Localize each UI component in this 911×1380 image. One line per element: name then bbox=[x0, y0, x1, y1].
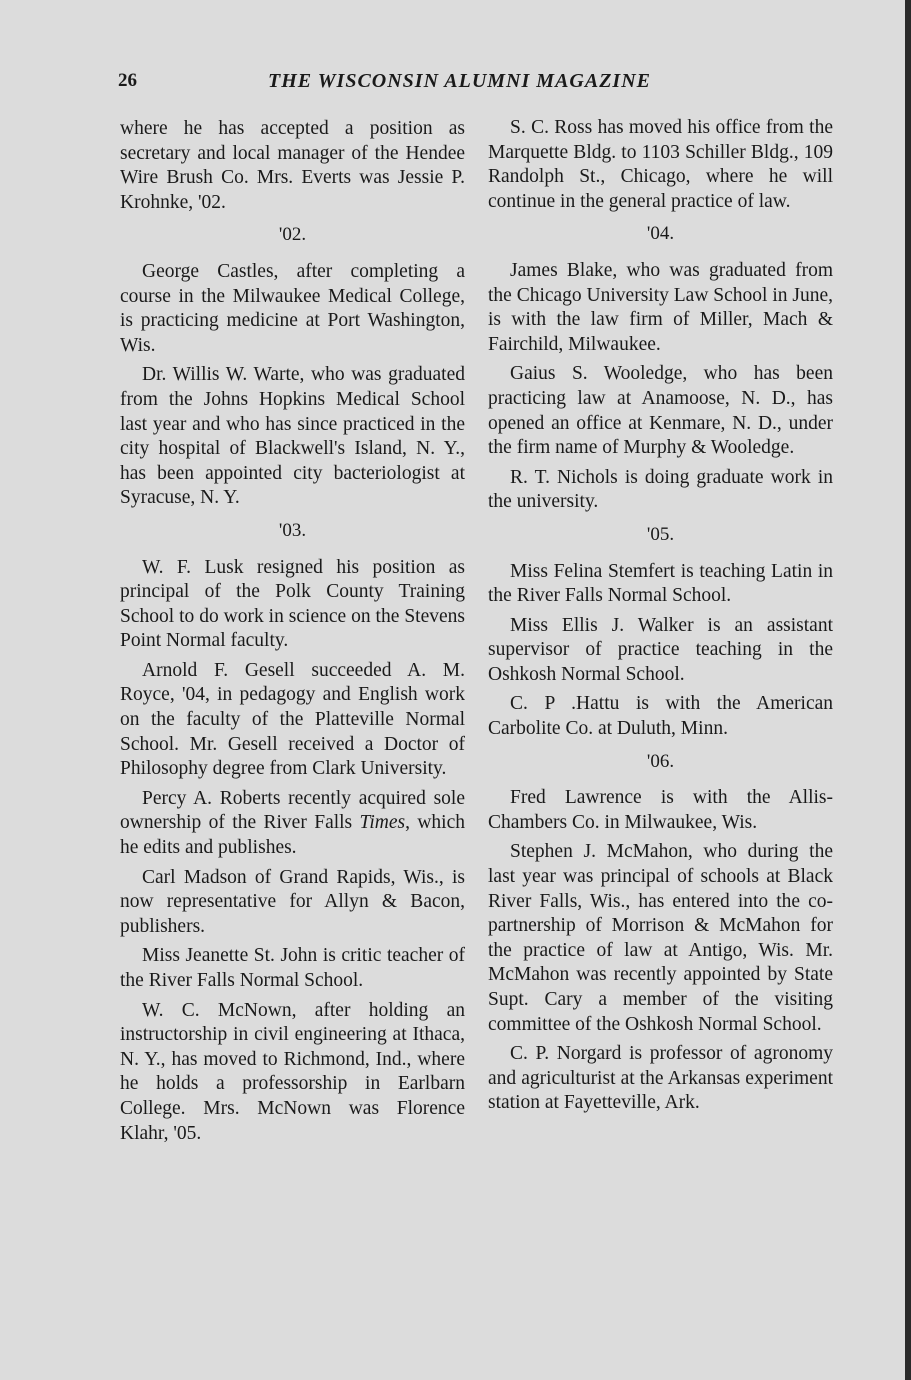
paragraph: Stephen J. McMahon, who during the last year was principal of schools at Black River Falls, Wis., has entered into the co-partnership of Morrison & McMahon for the practice of law at Antigo, Wis. Mr. McMahon was recently appointed by State Supt. Cary a member of the visiting committee of the Oshkosh Normal School. bbox=[488, 841, 833, 1035]
magazine-title: THE WISCONSIN ALUMNI MAGAZINE bbox=[268, 70, 651, 92]
paragraph: C. P. Norgard is professor of agronomy and agriculturist at the Arkansas experiment station at Fayetteville, Ark. bbox=[488, 1043, 833, 1114]
class-year-heading: '05. bbox=[646, 523, 675, 545]
paragraph: C. P .Hattu is with the American Carbolite Co. at Duluth, Minn. bbox=[488, 693, 833, 740]
paragraph: Miss Felina Stemfert is teaching Latin in the River Falls Normal School. bbox=[488, 560, 833, 607]
paragraph: Fred Lawrence is with the Allis-Chambers Co. in Milwaukee, Wis. bbox=[488, 787, 833, 833]
paragraph: Gaius S. Wooledge, who has been practicing law at Anamoose, N. D., has opened an office at Kenmare, N. D., under the firm name of Murphy & Wooledge. bbox=[488, 363, 833, 459]
paragraph: Arnold F. Gesell succeeded A. M. Royce, '04, in pedagogy and English work on the faculty of the Platteville Normal School. Mr. Gesell received a Doctor of Philosophy degree from Clark University. bbox=[120, 659, 465, 780]
page-header bbox=[118, 70, 688, 100]
paragraph: W. C. McNown, after holding an instructorship in civil engineering at Ithaca, N. Y., has moved to Richmond, Ind., where he holds a professorship in Earlbarn College. Mrs. McNown was Florence Klahr, '05. bbox=[120, 999, 465, 1144]
paragraph: S. C. Ross has moved his office from the Marquette Bldg. to 1103 Schiller Bldg., 109 Randolph St., Chicago, where he will continue in the general practice of law. bbox=[488, 117, 833, 212]
paragraph: Miss Ellis J. Walker is an assistant supervisor of practice teaching in the Oshkosh Normal School. bbox=[488, 614, 833, 685]
class-year-heading: '06. bbox=[646, 750, 675, 772]
class-year-heading: '04. bbox=[646, 223, 675, 245]
class-year-heading: '02. bbox=[278, 224, 307, 246]
right-column bbox=[488, 116, 833, 1121]
left-column bbox=[120, 117, 465, 1151]
class-year-heading: '03. bbox=[278, 519, 307, 541]
paragraph: Carl Madson of Grand Rapids, Wis., is now representative for Allyn & Bacon, publishers. bbox=[120, 866, 465, 937]
publication-title: Times bbox=[359, 812, 406, 834]
paragraph: W. F. Lusk resigned his position as principal of the Polk County Training School to do work in science on the Stevens Point Normal faculty. bbox=[120, 556, 465, 652]
paragraph: where he has accepted a position as secretary and local manager of the Hendee Wire Brush Co. Mrs. Everts was Jessie P. Krohnke, '02. bbox=[120, 118, 465, 213]
paragraph: George Castles, after completing a course in the Milwaukee Medical College, is practicing medicine at Port Washington, Wis. bbox=[120, 260, 465, 356]
text-run: Percy A. Roberts recently acquired sole ownership of the River Falls bbox=[120, 787, 465, 834]
text-run: , which he edits and publishes. bbox=[120, 812, 465, 859]
page-edge bbox=[905, 0, 911, 1380]
paragraph: R. T. Nichols is doing graduate work in the university. bbox=[488, 466, 833, 513]
paragraph: James Blake, who was graduated from the Chicago University Law School in June, is with the law firm of Miller, Mach & Fairchild, Milwaukee. bbox=[488, 259, 833, 355]
page-number: 26 bbox=[118, 70, 137, 91]
paragraph: Miss Jeanette St. John is critic teacher of the River Falls Normal School. bbox=[120, 945, 465, 991]
paragraph: Dr. Willis W. Warte, who was graduated from the Johns Hopkins Medical School last year and who has since practiced in the city hospital of Blackwell's Island, N. Y., has been appointed city bacteriologist at Syracuse, N. Y. bbox=[120, 364, 465, 509]
paragraph bbox=[120, 787, 465, 861]
